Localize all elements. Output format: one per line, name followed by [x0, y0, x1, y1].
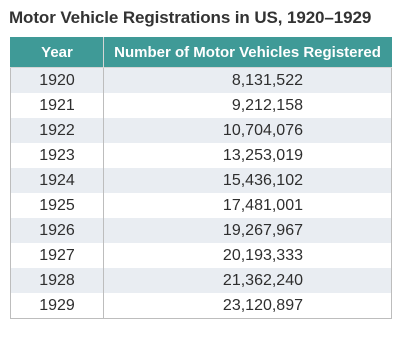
table-row: [11, 243, 392, 268]
column-header-registrations: Number of Motor Vehicles Registered: [104, 38, 392, 68]
page-title: Motor Vehicle Registrations in US, 1920–1929: [9, 8, 372, 27]
registrations-cell: 8,131,522: [104, 68, 392, 94]
column-header-year: Year: [11, 38, 104, 68]
table-row: [11, 293, 392, 319]
registrations-cell: 15,436,102: [104, 168, 392, 193]
registrations-cell: 13,253,019: [104, 143, 392, 168]
year-cell: 1920: [11, 68, 104, 94]
year-cell: 1925: [11, 193, 104, 218]
table-row: [11, 268, 392, 293]
table-header-row: [11, 38, 392, 68]
year-cell: 1923: [11, 143, 104, 168]
table-row: [11, 93, 392, 118]
table-row: [11, 218, 392, 243]
registrations-table: [10, 37, 392, 319]
registrations-cell: 10,704,076: [104, 118, 392, 143]
year-cell: 1922: [11, 118, 104, 143]
year-cell: 1924: [11, 168, 104, 193]
table-row: [11, 68, 392, 94]
year-cell: 1929: [11, 293, 104, 319]
table-row: [11, 118, 392, 143]
registrations-cell: 23,120,897: [104, 293, 392, 319]
registrations-cell: 20,193,333: [104, 243, 392, 268]
table-row: [11, 143, 392, 168]
registrations-cell: 21,362,240: [104, 268, 392, 293]
year-cell: 1928: [11, 268, 104, 293]
registrations-cell: 17,481,001: [104, 193, 392, 218]
year-cell: 1927: [11, 243, 104, 268]
table-row: [11, 168, 392, 193]
table-row: [11, 193, 392, 218]
year-cell: 1921: [11, 93, 104, 118]
registrations-cell: 9,212,158: [104, 93, 392, 118]
year-cell: 1926: [11, 218, 104, 243]
registrations-cell: 19,267,967: [104, 218, 392, 243]
